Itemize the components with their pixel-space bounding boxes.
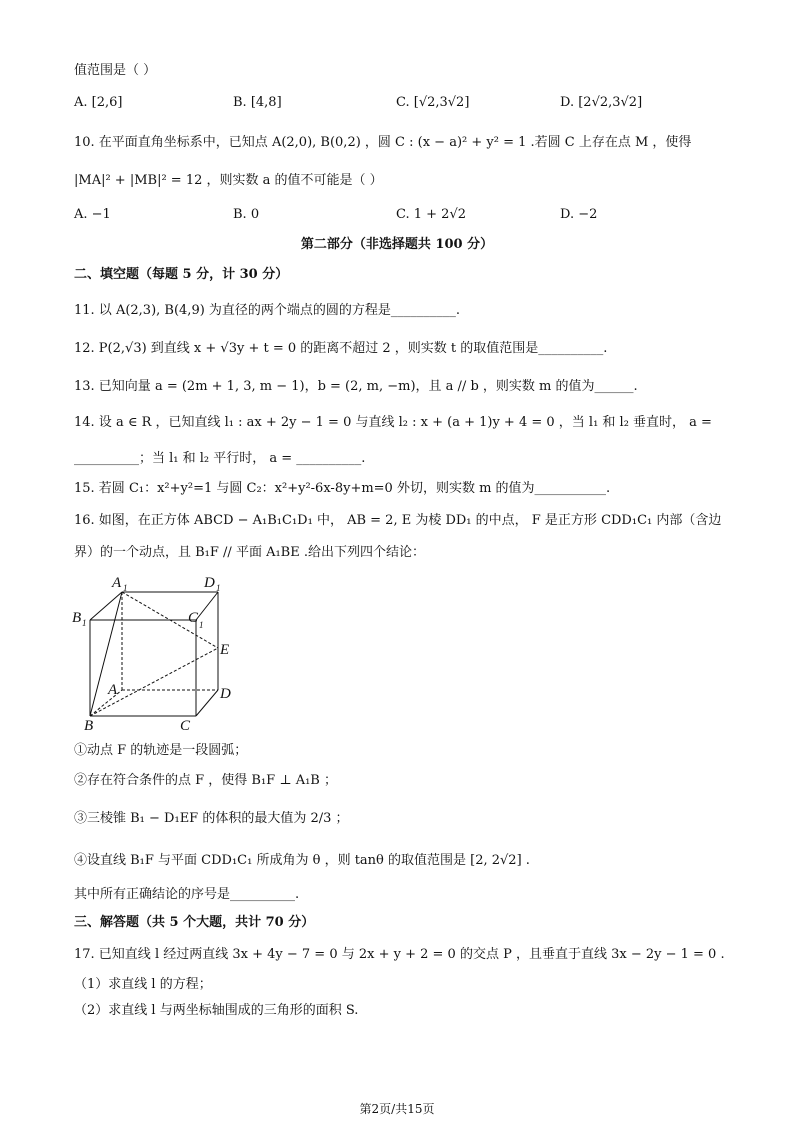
page-footer: 第2页/共15页 (359, 1102, 435, 1116)
q16-statement-1: ①动点 F 的轨迹是一段圆弧； (74, 743, 248, 758)
q16-line-2: 界）的一个动点，且 B₁F // 平面 A₁BE .给出下列四个结论： (74, 545, 425, 560)
q16-statement-3: ③三棱锥 B₁ − D₁EF 的体积的最大值为 2/3 ； (74, 811, 349, 826)
label-d1: D (204, 575, 215, 591)
svg-text:1: 1 (216, 583, 221, 593)
svg-text:1: 1 (123, 583, 128, 593)
edge-c1-d1 (196, 592, 218, 620)
edge-c-d (196, 690, 218, 716)
q17-part-1: （1）求直线 l 的方程； (74, 977, 212, 992)
q17-stem: 17. 已知直线 l 经过两直线 3x + 4y − 7 = 0 与 2x + y + 2 = 0 的交点 P ，且垂直于直线 3x − 2y − 1 = 0 . (74, 947, 725, 962)
label-d: D (220, 686, 231, 702)
q15: 15. 若圆 C₁：x²+y²=1 与圆 C₂：x²+y²-6x-8y+m=0 外切，则实数 m 的值为___________. (74, 481, 611, 496)
q10-option-c: C. 1 + 2√2 (396, 207, 467, 222)
q16-statement-4: ④设直线 B₁F 与平面 CDD₁C₁ 所成角为 θ ，则 tanθ 的取值范围是 [2, 2√2] . (74, 853, 530, 868)
q9-option-a: A. [2,6] (74, 95, 123, 110)
q11: 11. 以 A(2,3), B(4,9) 为直径的两个端点的圆的方程是__________. (74, 303, 461, 318)
q10-option-b: B. 0 (233, 207, 260, 222)
q9-option-d: D. [2√2,3√2] (560, 95, 643, 110)
q16-line-1: 16. 如图，在正方体 ABCD − A₁B₁C₁D₁ 中， AB = 2, E 为棱 DD₁ 的中点， F 是正方形 CDD₁C₁ 内部（含边 (74, 513, 722, 528)
label-c: C (180, 718, 191, 734)
label-a1: A (112, 575, 122, 591)
edge-b-a (90, 690, 122, 716)
q10-stem-2: |MA|² + |MB|² = 12 ，则实数 a 的值不可能是（ ） (74, 173, 383, 188)
edge-b1-a1 (90, 592, 122, 620)
q9-tail: 值范围是（ ） (74, 63, 157, 78)
q16-ending: 其中所有正确结论的序号是__________. (74, 887, 300, 902)
q14-line-2: __________；当 l₁ 和 l₂ 平行时， a = __________. (74, 451, 366, 466)
section2-title: 二、填空题（每题 5 分，计 30 分） (74, 267, 289, 282)
label-c1: C (188, 610, 199, 626)
segment-a1-b (90, 592, 122, 716)
q13: 13. 已知向量 a = (2m + 1, 3, m − 1)，b = (2, m, −m)，且 a // b ，则实数 m 的值为______. (74, 379, 638, 394)
cube-figure (70, 570, 240, 735)
q12: 12. P(2,√3) 到直线 x + √3y + t = 0 的距离不超过 2 ，则实数 t 的取值范围是__________. (74, 341, 608, 356)
label-b1: B (72, 610, 82, 626)
svg-text:1: 1 (199, 620, 204, 630)
part2-title: 第二部分（非选择题共 100 分） (300, 237, 494, 252)
q9-option-b: B. [4,8] (233, 95, 282, 110)
q16-statement-2: ②存在符合条件的点 F ，使得 B₁F ⊥ A₁B ； (74, 773, 337, 788)
svg-text:1: 1 (82, 618, 87, 628)
section3-title: 三、解答题（共 5 个大题，共计 70 分） (74, 915, 315, 930)
label-a: A (108, 682, 118, 698)
q17-part-2: （2）求直线 l 与两坐标轴围成的三角形的面积 S. (74, 1003, 359, 1018)
q10-option-a: A. −1 (74, 207, 111, 222)
q10-option-d: D. −2 (560, 207, 598, 222)
label-b: B (84, 718, 94, 734)
q9-option-c: C. [√2,3√2] (396, 95, 470, 110)
q10-stem: 10. 在平面直角坐标系中，已知点 A(2,0), B(0,2) ，圆 C : (x − a)² + y² = 1 .若圆 C 上存在点 M ，使得 (74, 135, 692, 150)
q14-line-1: 14. 设 a ∈ R ，已知直线 l₁ : ax + 2y − 1 = 0 与直线 l₂ : x + (a + 1)y + 4 = 0 ，当 l₁ 和 l₂ 垂直时， a = (74, 415, 712, 430)
label-e: E (220, 642, 230, 658)
